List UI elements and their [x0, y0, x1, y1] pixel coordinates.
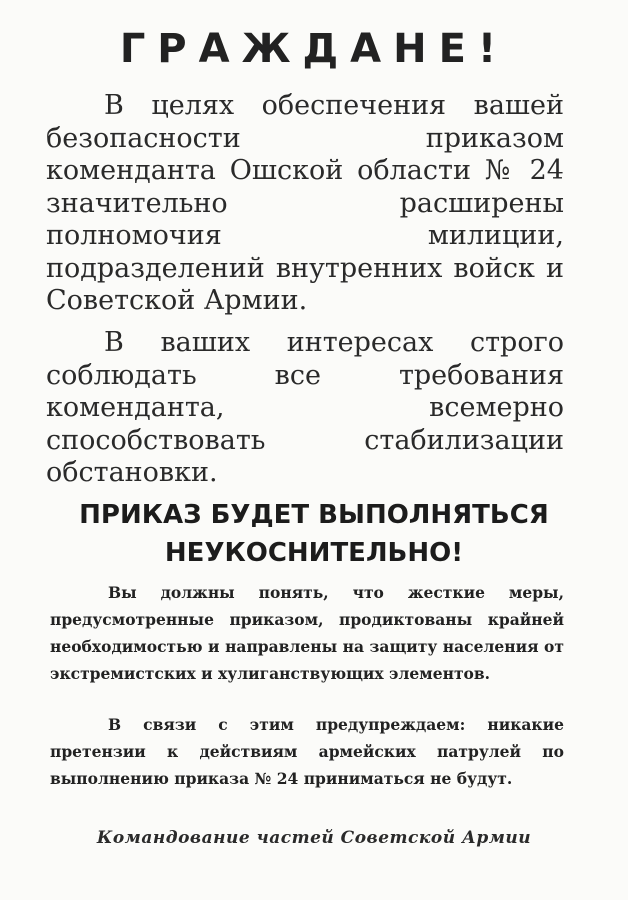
- order-heading-line-2: НЕУКОСНИТЕЛЬНО!: [164, 538, 464, 568]
- paragraph-warning: [50, 711, 564, 792]
- paragraph-authority: [46, 90, 564, 318]
- order-heading: [0, 496, 628, 572]
- paragraph-interests: [46, 327, 564, 490]
- paragraph-measures: [50, 579, 564, 687]
- page-title: ГРАЖДАНЕ!: [119, 26, 509, 72]
- paragraph-warning-text: В связи с этим предупреждаем: никакие претензии к действиям армейских патрулей по выполнению приказа № 24 приниматься не будут.: [50, 715, 564, 788]
- paragraph-measures-text: Вы должны понять, что жесткие меры, предусмотренные приказом, продиктованы крайней необходимостью и направлены на защиту населения от экстремистских и хулиганствующих элементов.: [50, 583, 564, 683]
- paragraph-authority-text: В целях обеспечения вашей безопасности приказом коменданта Ошской области № 24 значительно расширены полномочия милиции, подразделений внутренних войск и Советской Армии.: [46, 90, 564, 316]
- signature: Командование частей Советской Армии: [96, 828, 532, 848]
- paragraph-interests-text: В ваших интересах строго соблюдать все требования коменданта, всемерно способствовать стабилизации обстановки.: [46, 327, 564, 488]
- order-heading-line-1: ПРИКАЗ БУДЕТ ВЫПОЛНЯТЬСЯ: [79, 500, 549, 530]
